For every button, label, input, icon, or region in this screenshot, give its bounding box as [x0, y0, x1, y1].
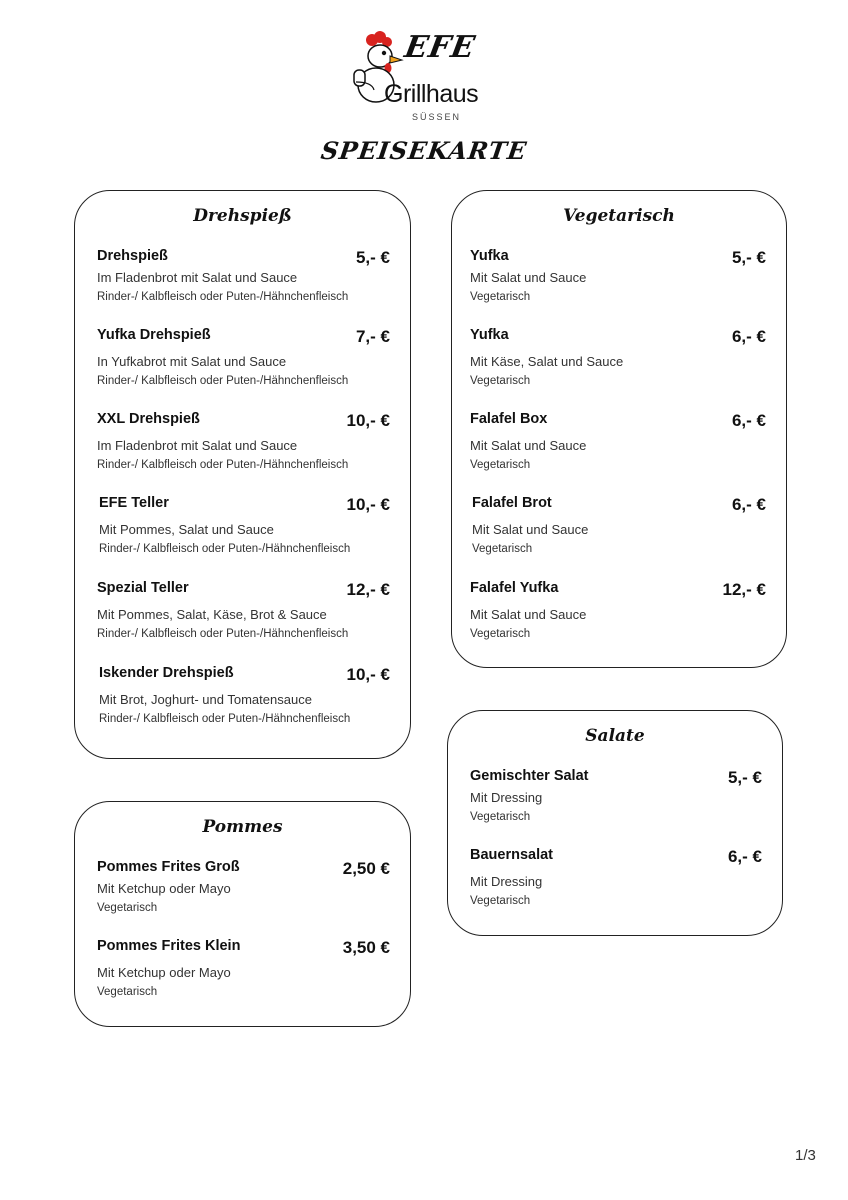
- item-note: Vegetarisch: [470, 375, 531, 387]
- item-description: Mit Salat und Sauce: [470, 607, 587, 622]
- item-description: Mit Ketchup oder Mayo: [97, 965, 231, 980]
- item-name: Gemischter Salat: [470, 768, 589, 784]
- item-description: In Yufkabrot mit Salat und Sauce: [97, 354, 287, 369]
- section-pommes: [74, 801, 411, 1027]
- item-price: 10,- €: [346, 495, 390, 514]
- item-price: 6,- €: [731, 327, 766, 346]
- item-description: Mit Ketchup oder Mayo: [97, 881, 231, 896]
- item-price: 6,- €: [727, 847, 762, 866]
- item-note: Vegetarisch: [472, 543, 533, 555]
- item-price: 12,- €: [346, 580, 390, 599]
- item-note: Rinder-/ Kalbfleisch oder Puten-/Hähnchenfleisch: [97, 628, 349, 640]
- item-price: 7,- €: [355, 327, 390, 346]
- item-price: 10,- €: [346, 411, 390, 430]
- item-name: EFE Teller: [99, 495, 169, 511]
- item-price: 6,- €: [731, 411, 766, 430]
- item-note: Vegetarisch: [470, 895, 531, 907]
- item-note: Vegetarisch: [97, 902, 158, 914]
- item-price: 3,50 €: [342, 938, 390, 957]
- item-note: Vegetarisch: [470, 628, 531, 640]
- item-name: Bauernsalat: [470, 847, 554, 863]
- item-name: Pommes Frites Klein: [97, 938, 241, 954]
- item-description: Mit Dressing: [470, 790, 543, 805]
- item-note: Rinder-/ Kalbfleisch oder Puten-/Hähnchenfleisch: [97, 375, 349, 387]
- section-title: Pommes: [202, 817, 283, 837]
- item-description: Mit Pommes, Salat und Sauce: [99, 522, 274, 537]
- item-note: Vegetarisch: [470, 291, 531, 303]
- item-name: Iskender Drehspieß: [99, 665, 234, 681]
- item-name: Yufka Drehspieß: [97, 327, 211, 343]
- logo: [350, 30, 500, 126]
- item-description: Mit Dressing: [470, 874, 543, 889]
- item-description: Mit Salat und Sauce: [470, 438, 587, 453]
- item-note: Vegetarisch: [470, 811, 531, 823]
- item-name: Drehspieß: [97, 248, 168, 264]
- item-note: Vegetarisch: [97, 986, 158, 998]
- page-title: SPEISEKARTE: [319, 136, 529, 165]
- item-name: Yufka: [470, 248, 509, 264]
- section-vegetarisch: [451, 190, 787, 668]
- item-description: Im Fladenbrot mit Salat und Sauce: [97, 270, 298, 285]
- item-note: Vegetarisch: [470, 459, 531, 471]
- section-title: Salate: [585, 726, 645, 746]
- item-name: Falafel Brot: [472, 495, 552, 511]
- item-price: 5,- €: [355, 248, 390, 267]
- item-description: Mit Pommes, Salat, Käse, Brot & Sauce: [97, 607, 327, 622]
- item-price: 12,- €: [722, 580, 766, 599]
- item-description: Mit Brot, Joghurt- und Tomatensauce: [99, 692, 312, 707]
- page-number: 1/3: [795, 1147, 816, 1164]
- section-title: Vegetarisch: [563, 206, 675, 226]
- item-note: Rinder-/ Kalbfleisch oder Puten-/Hähnchenfleisch: [99, 713, 351, 725]
- item-name: Pommes Frites Groß: [97, 859, 240, 875]
- item-description: Mit Salat und Sauce: [470, 270, 587, 285]
- item-name: Spezial Teller: [97, 580, 189, 596]
- item-description: Im Fladenbrot mit Salat und Sauce: [97, 438, 298, 453]
- item-note: Rinder-/ Kalbfleisch oder Puten-/Hähnchenfleisch: [97, 291, 349, 303]
- logo-name: Grillhaus: [384, 80, 479, 108]
- item-price: 5,- €: [727, 768, 762, 787]
- item-name: XXL Drehspieß: [97, 411, 200, 427]
- item-note: Rinder-/ Kalbfleisch oder Puten-/Hähnchenfleisch: [97, 459, 349, 471]
- item-note: Rinder-/ Kalbfleisch oder Puten-/Hähnchenfleisch: [99, 543, 351, 555]
- item-price: 5,- €: [731, 248, 766, 267]
- item-price: 10,- €: [346, 665, 390, 684]
- item-description: Mit Käse, Salat und Sauce: [470, 354, 624, 369]
- logo-brand: EFE: [401, 30, 479, 65]
- section-title: Drehspieß: [193, 206, 292, 226]
- section-drehspiess: [74, 190, 411, 759]
- item-name: Yufka: [470, 327, 509, 343]
- item-name: Falafel Box: [470, 411, 548, 427]
- item-price: 6,- €: [731, 495, 766, 514]
- item-price: 2,50 €: [342, 859, 390, 878]
- item-description: Mit Salat und Sauce: [472, 522, 589, 537]
- section-salate: [447, 710, 783, 936]
- item-name: Falafel Yufka: [470, 580, 559, 596]
- logo-city: SÜSSEN: [412, 112, 462, 122]
